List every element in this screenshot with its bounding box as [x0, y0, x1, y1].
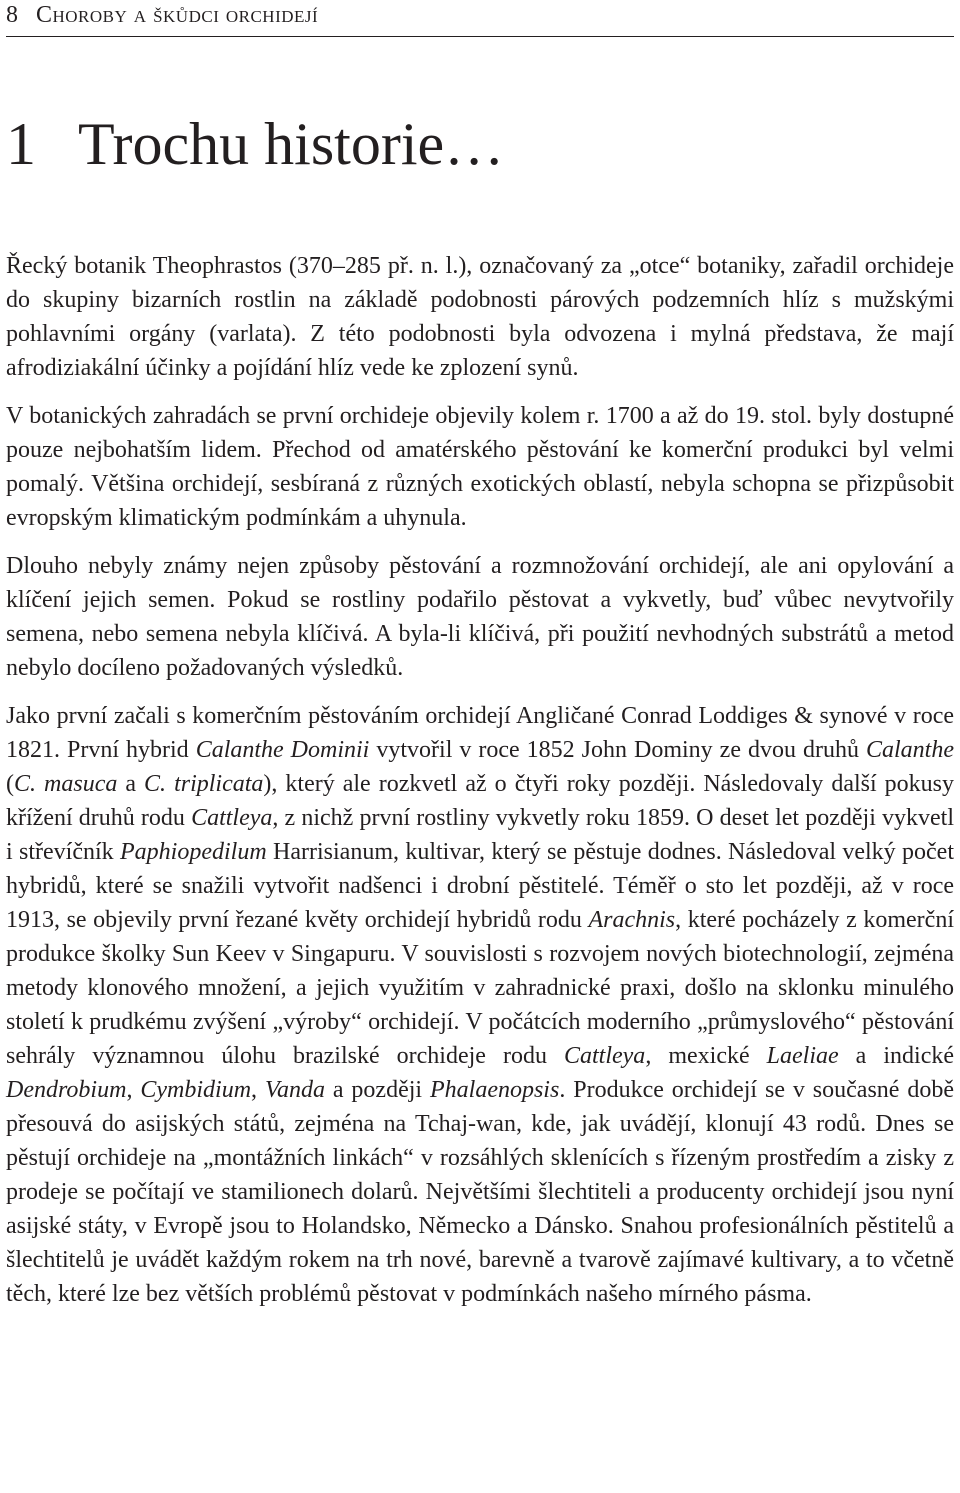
chapter-title: Trochu historie… [78, 111, 505, 177]
running-header [6, 0, 954, 37]
italic-taxon-name: Cattleya [563, 1043, 646, 1069]
italic-taxon-name: Calanthe [866, 737, 954, 763]
italic-taxon-name: Cattleya [191, 805, 273, 831]
italic-taxon-name: Paphiopedilum [120, 839, 267, 865]
italic-taxon-name: C. masuca [14, 771, 118, 797]
italic-taxon-name: Calanthe Dominii [195, 737, 370, 763]
body-text [6, 249, 954, 1311]
text-run: ( [6, 771, 14, 797]
text-run: Harrisianum, kultivar, který se pěstuje dodnes. Následoval velký počet hybridů, které se snažili vytvořit nadšenci i drobní pěstitelé. Téměř o sto let později, až v roce 1913, se objevily první řezané květy orchidejí hybridů rodu [6, 839, 955, 933]
text-run: ), který ale rozkvetl až o čtyři roky později. Následovaly další pokusy křížení druhů rodu [6, 771, 955, 831]
italic-taxon-name: Vanda [264, 1077, 325, 1103]
text-run: Řecký botanik Theophrastos (370–285 př. n. l.), označovaný za „otce“ botaniky, zařadil orchideje do skupiny bizarních rostlin na základě podobnosti párových podzemních hlíz s mužskými pohlavními orgány (varlata). Z této podobnosti byla odvozena i mylná představa, že mají afrodiziakální účinky a pojídání hlíz vede ke zplození synů. [6, 253, 954, 381]
book-title: Choroby a škůdci orchidejí [36, 2, 319, 28]
paragraph [6, 249, 954, 385]
chapter-heading [6, 104, 954, 184]
text-run: a později [324, 1077, 430, 1103]
text-run: a indické [838, 1043, 954, 1069]
text-run: , které pocházely z komerční produkce školky Sun Keev v Singapuru. V souvislosti s rozvojem nových biotechnologií, zejména metody klonového množení, a jejich využitím v zahradnické praxi, došlo na sklonku minulého století k prudkému zvýšení „výroby“ orchidejí. V počátcích moderního „průmyslového“ pěstování sehrály významnou úlohu brazilské orchideje rodu [6, 907, 954, 1069]
italic-taxon-name: Laeliae [766, 1043, 839, 1069]
paragraph [6, 549, 954, 685]
chapter-number: 1 [6, 111, 36, 177]
text-run: , [126, 1077, 141, 1103]
italic-taxon-name: Dendrobium [6, 1077, 127, 1103]
italic-taxon-name: C. triplicata [144, 771, 264, 797]
italic-taxon-name: Cymbidium [140, 1077, 252, 1103]
paragraph [6, 399, 954, 535]
text-run: vytvořil v roce 1852 John Dominy ze dvou druhů [369, 737, 866, 763]
text-run: . Produkce orchidejí se v současné době přesouvá do asijských států, zejména na Tchaj-wan, kde, jak uvádějí, klonují 43 rodů. Dnes se pěstují orchideje na „montážních linkách“ v rozsáhlých sklenících s řízeným prostředím a zisky z prodeje se počítají ve stamilionech dolarů. Největšími šlechtiteli a producenty orchidejí jsou nyní asijské státy, v Evropě jsou to Holandsko, Německo a Dánsko. Snahou profesionálních pěstitelů a šlechtitelů je uvádět každým rokem na trh nové, barevně a tvarově zajímavé kultivary, a to včetně těch, které lze bez větších problémů pěstovat v podmínkách našeho mírného pásma. [6, 1077, 955, 1307]
page-number: 8 [6, 2, 18, 28]
text-run: , mexické [645, 1043, 767, 1069]
text-run: Jako první začali s komerčním pěstováním orchidejí Angličané Conrad Loddiges & synové v roce 1821. První hybrid [6, 703, 954, 763]
text-run: a [117, 771, 145, 797]
text-run: , [251, 1077, 265, 1103]
text-run: V botanických zahradách se první orchideje objevily kolem r. 1700 a až do 19. stol. byly dostupné pouze nejbohatším lidem. Přechod od amatérského pěstování ke komerční produkci byl velmi pomalý. Většina orchidejí, sesbíraná z různých exotických oblastí, nebyla schopna se přizpůsobit evropským klimatickým podmínkám a uhynula. [6, 403, 954, 531]
italic-taxon-name: Phalaenopsis [429, 1077, 560, 1103]
paragraph [6, 699, 954, 1311]
text-run: Dlouho nebyly známy nejen způsoby pěstování a rozmnožování orchidejí, ale ani opylování a klíčení jejich semen. Pokud se rostliny podařilo pěstovat a vykvetly, buď vůbec nevytvořily semena, nebo semena nebyla klíčivá. A byla-li klíčivá, při použití nevhodných substrátů a metod nebylo docíleno požadovaných výsledků. [6, 553, 954, 681]
italic-taxon-name: Arachnis [588, 907, 676, 933]
text-run: , z nichž první rostliny vykvetly roku 1859. O deset let později vykvetl i střevíčník [6, 805, 954, 865]
